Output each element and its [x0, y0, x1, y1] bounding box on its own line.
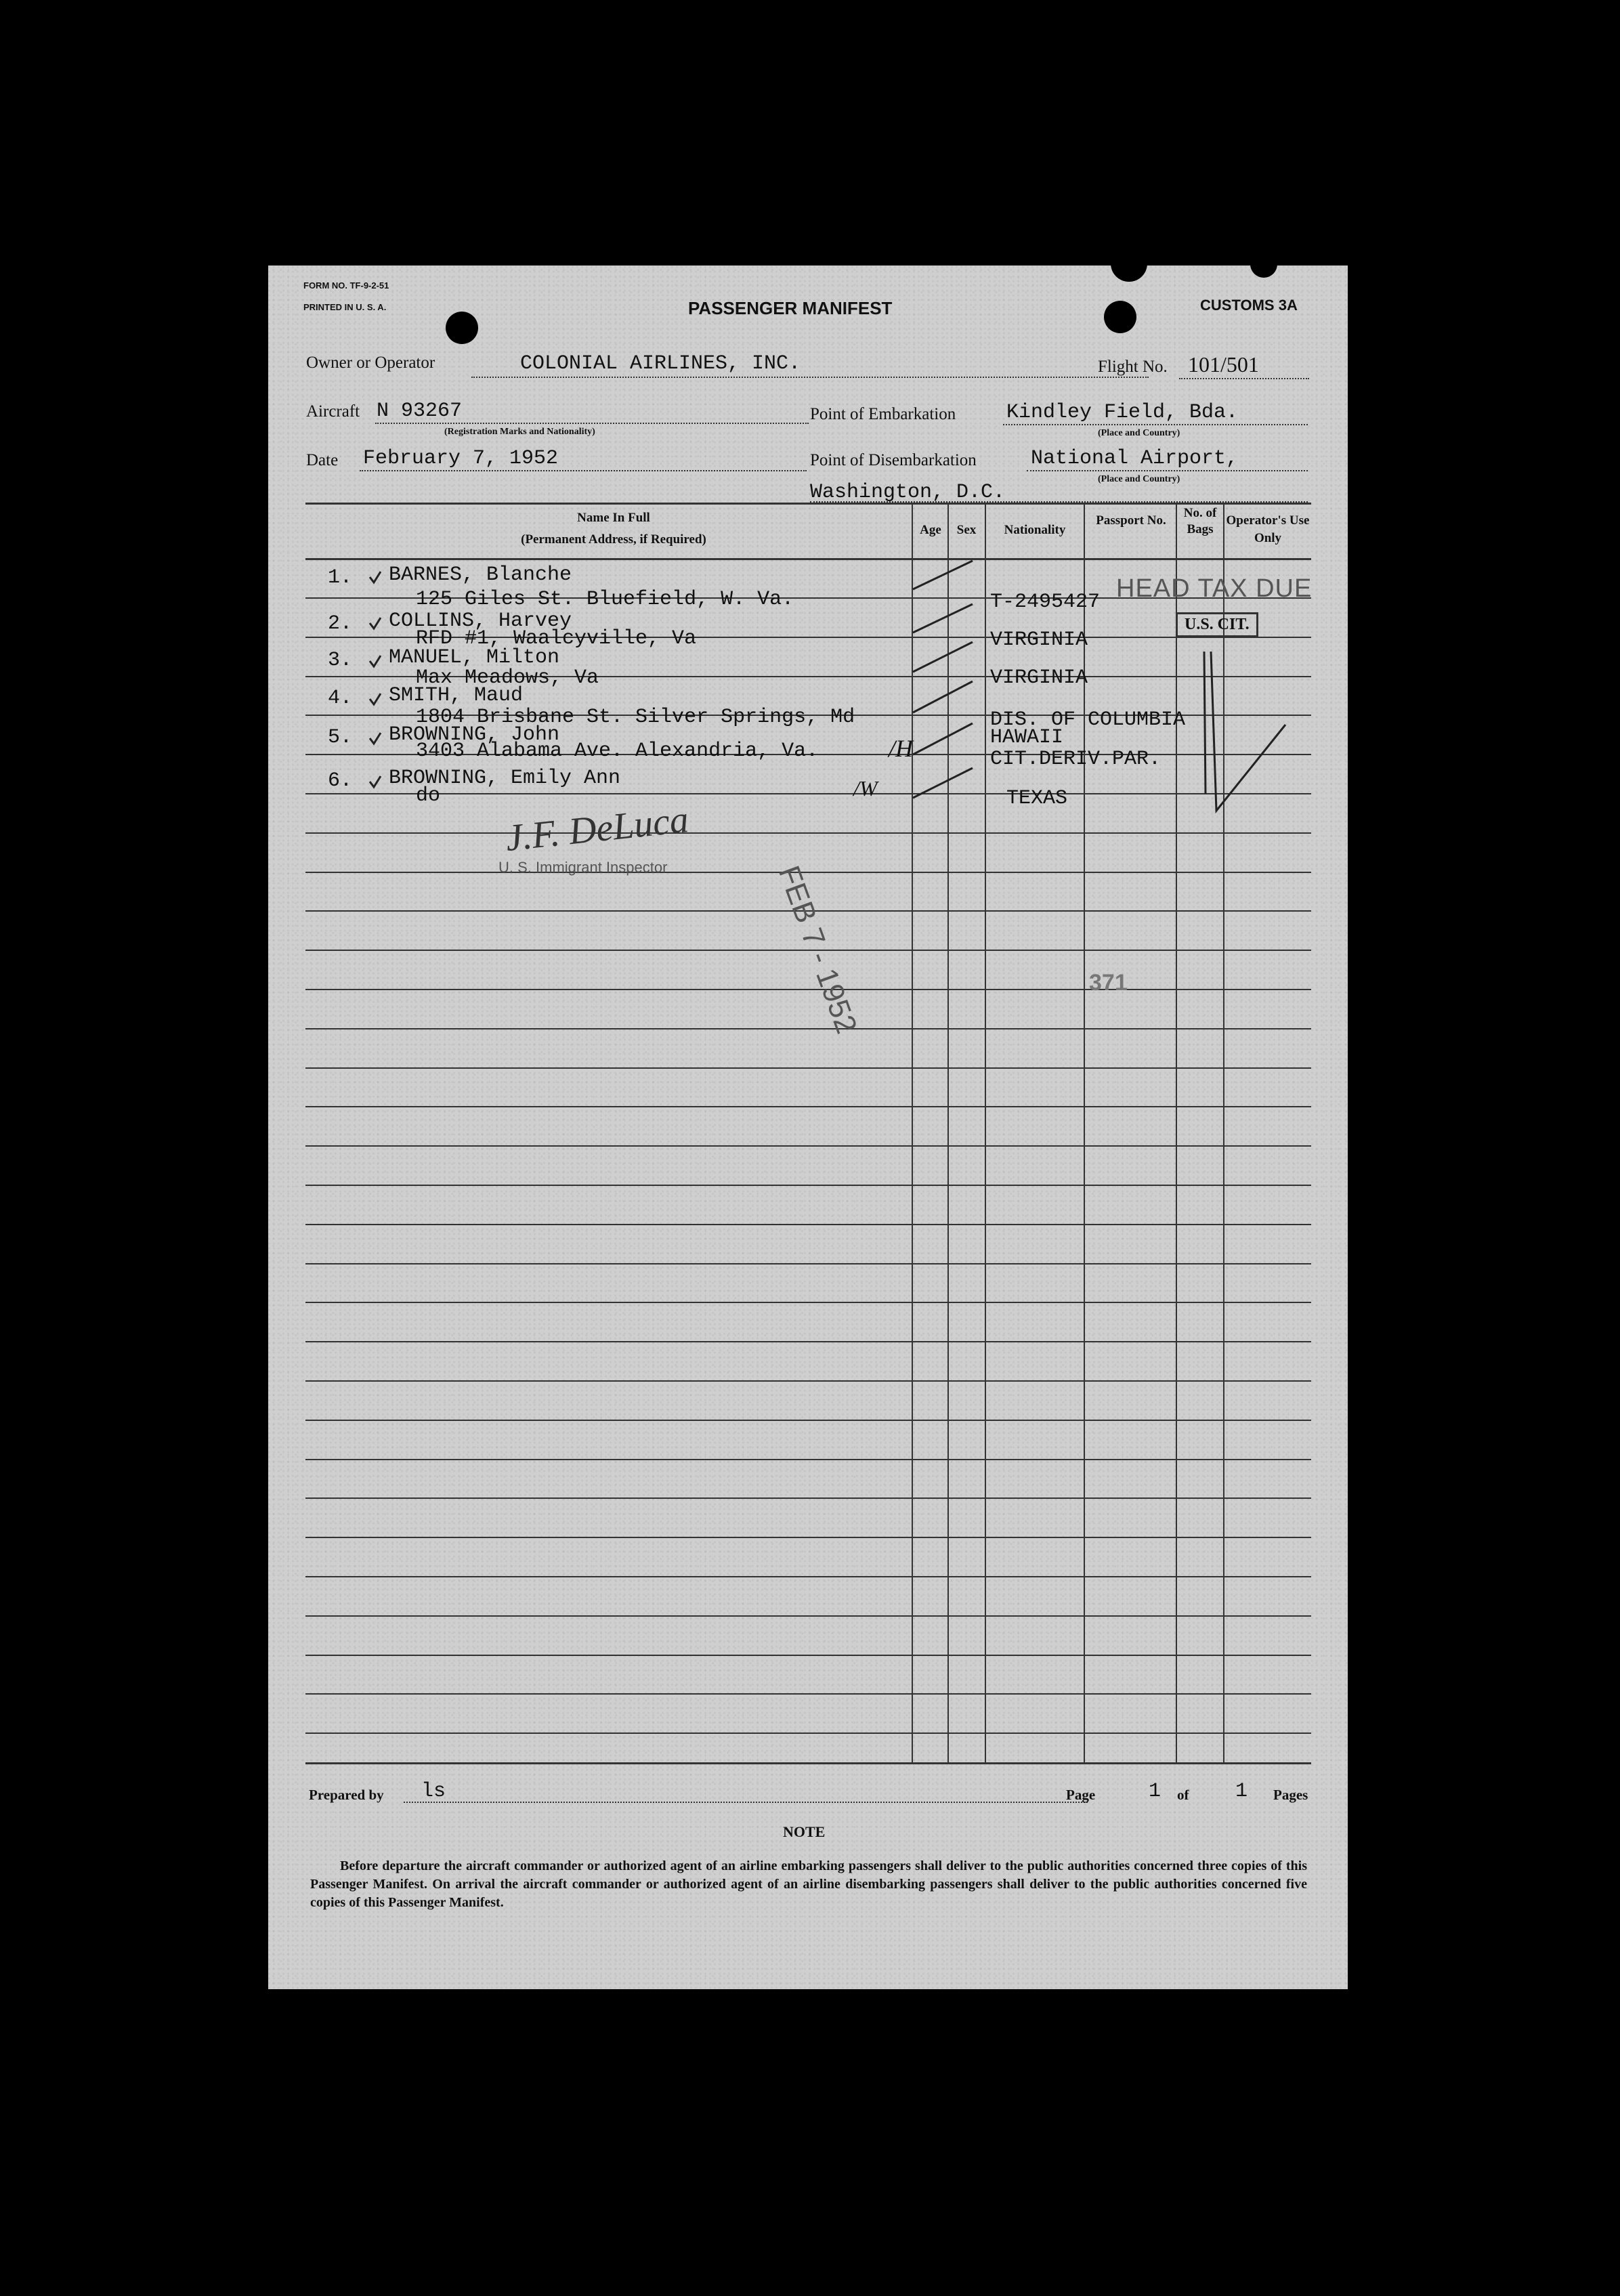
page-label: Page: [1066, 1787, 1096, 1803]
prepared-value: ls: [421, 1780, 446, 1803]
passenger-address: 1804 Brisbane St. Silver Springs, Md: [416, 706, 855, 729]
passenger-sex: /H: [889, 735, 913, 762]
passenger-sex: /W: [853, 776, 878, 801]
passenger-nationality: HAWAII: [990, 726, 1064, 749]
customs-form: CUSTOMS 3A: [1200, 297, 1298, 314]
passenger-name: MANUEL, Milton: [389, 646, 560, 669]
ruled-line: [305, 1067, 1311, 1069]
bracket-mark: [1204, 652, 1206, 794]
passenger-address: Max Meadows, Va: [416, 666, 599, 689]
passenger-nationality-detail: CIT.DERIV.PAR.: [990, 748, 1161, 771]
form-title: PASSENGER MANIFEST: [688, 298, 893, 318]
header-bags: No. of Bags: [1183, 506, 1217, 536]
ruled-line: [305, 1420, 1311, 1421]
aircraft-sub: (Registration Marks and Nationality): [444, 427, 595, 437]
ruled-line: [305, 1537, 1311, 1538]
ruled-line: [305, 1145, 1311, 1147]
passenger-nationality: T-2495427: [990, 591, 1101, 614]
ruled-line: [305, 1459, 1311, 1460]
ruled-line: [305, 1693, 1311, 1695]
pages-label: Pages: [1273, 1787, 1308, 1803]
slash-mark: [913, 604, 973, 633]
ruled-line: [305, 1263, 1311, 1264]
passenger-address: do: [416, 784, 441, 807]
ruled-line: [305, 1341, 1311, 1342]
date-value: February 7, 1952: [363, 447, 559, 470]
check-icon: [370, 733, 381, 744]
owner-label: Owner or Operator: [306, 354, 435, 372]
aircraft-value: N 93267: [377, 400, 463, 423]
of-value: 1: [1235, 1780, 1248, 1803]
ruled-line: [305, 1028, 1311, 1029]
inspector-stamp: U. S. Immigrant Inspector: [498, 859, 668, 876]
disembark-value-2: Washington, D.C.: [810, 481, 1006, 504]
embark-value: Kindley Field, Bda.: [1006, 401, 1239, 424]
header-name: Name In Full: [577, 511, 650, 525]
disembark-label: Point of Disembarkation: [810, 451, 977, 469]
check-icon: [370, 572, 381, 582]
check-icon: [370, 776, 381, 787]
date-stamp: FEB 7 - 1952: [771, 862, 864, 1038]
check-marks: [268, 265, 1348, 875]
row-number: 1.: [328, 566, 353, 589]
aircraft-label: Aircraft: [306, 402, 360, 421]
ruled-line: [305, 1302, 1311, 1303]
number-stamp: 371: [1089, 970, 1128, 996]
ruled-line: [305, 989, 1311, 990]
header-age: Age: [920, 523, 941, 537]
printed-in: PRINTED IN U. S. A.: [303, 302, 387, 312]
form-number: FORM NO. TF-9-2-51: [303, 280, 389, 291]
ruled-line: [305, 1497, 1311, 1499]
of-label: of: [1177, 1787, 1189, 1803]
bracket-mark: [1211, 652, 1285, 811]
manifest-page: [268, 265, 1348, 1989]
row-number: 5.: [328, 726, 353, 749]
owner-value: COLONIAL AIRLINES, INC.: [520, 352, 801, 375]
check-icon: [370, 618, 381, 629]
embark-sub: (Place and Country): [1098, 428, 1180, 438]
slash-mark: [913, 681, 973, 713]
passenger-nationality: DIS. OF COLUMBIA: [990, 708, 1186, 731]
ruled-line: [305, 1576, 1311, 1577]
header-passport: Passport No.: [1096, 513, 1166, 528]
us-cit-stamp: U.S. CIT.: [1176, 612, 1258, 637]
passenger-nationality: TEXAS: [1006, 787, 1068, 810]
inspector-signature: J.F. DeLuca: [503, 798, 691, 860]
head-tax-stamp: HEAD TAX DUE: [1116, 574, 1313, 603]
ruled-line: [305, 1615, 1311, 1617]
passenger-name: COLLINS, Harvey: [389, 610, 572, 633]
header-name-sub: (Permanent Address, if Required): [521, 532, 706, 547]
note-text: Before departure the aircraft commander or authorized agent of an airline embarking passengers shall deliver to the public authorities concerned three copies of this Passenger Manifest. On arrival the aircraft commander or authorized agent of an airline disembarking passengers shall deliver to the public authorities concerned five copies of this Passenger Manifest.: [310, 1858, 1307, 1910]
ruled-line: [305, 1732, 1311, 1734]
date-label: Date: [306, 451, 339, 469]
flight-label: Flight No.: [1098, 358, 1168, 376]
disembark-value-1: National Airport,: [1031, 447, 1239, 470]
passenger-nationality: VIRGINIA: [990, 666, 1088, 689]
row-number: 3.: [328, 649, 353, 672]
ruled-line: [305, 1380, 1311, 1382]
ruled-line: [305, 1185, 1311, 1186]
row-number: 2.: [328, 612, 353, 635]
flight-value: 101/501: [1188, 352, 1259, 377]
slash-mark: [913, 723, 973, 754]
passenger-name: BROWNING, Emily Ann: [389, 767, 621, 790]
prepared-label: Prepared by: [309, 1787, 384, 1803]
slash-mark: [913, 768, 973, 798]
header-nationality: Nationality: [1004, 523, 1066, 537]
passenger-nationality: VIRGINIA: [990, 629, 1088, 652]
passenger-address: RFD #1, Waalcyville, Va: [416, 627, 697, 650]
check-icon: [370, 656, 381, 666]
header-operator: Operator's Use Only: [1226, 513, 1310, 545]
slash-mark: [913, 561, 973, 589]
page-value: 1: [1149, 1780, 1161, 1803]
slash-mark: [913, 642, 973, 672]
note-title: NOTE: [783, 1823, 826, 1840]
passenger-name: SMITH, Maud: [389, 684, 524, 707]
passenger-address: 125 Giles St. Bluefield, W. Va.: [416, 588, 794, 611]
table-bottom-border: [305, 1762, 1311, 1764]
passenger-address: 3403 Alabama Ave. Alexandria, Va.: [416, 740, 819, 763]
passenger-name: BARNES, Blanche: [389, 564, 572, 587]
ruled-line: [305, 1224, 1311, 1225]
passenger-name: BROWNING, John: [389, 723, 560, 746]
row-number: 6.: [328, 769, 353, 792]
header-sex: Sex: [956, 523, 977, 537]
ruled-line: [305, 1655, 1311, 1656]
embark-label: Point of Embarkation: [810, 405, 956, 423]
row-number: 4.: [328, 687, 353, 710]
ruled-line: [305, 1106, 1311, 1107]
check-icon: [370, 694, 381, 704]
disembark-sub: (Place and Country): [1098, 474, 1180, 484]
